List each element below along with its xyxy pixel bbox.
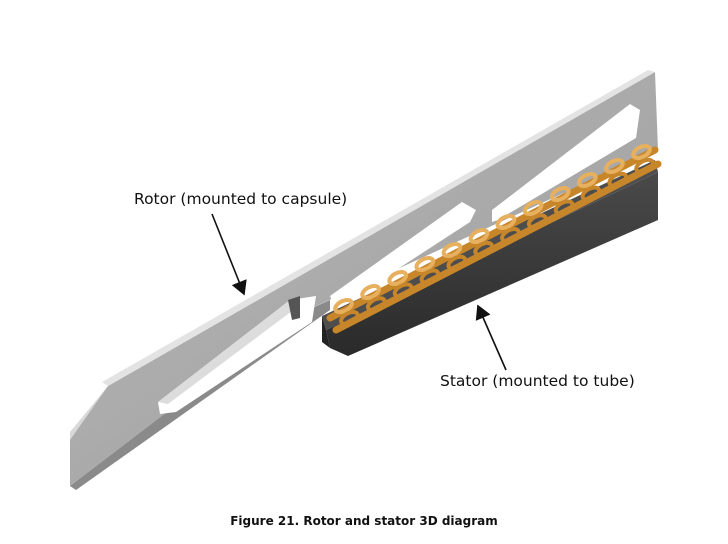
rotor-plate: [70, 70, 658, 490]
figure-caption: Figure 21. Rotor and stator 3D diagram: [230, 514, 498, 528]
stator-label: Stator (mounted to tube): [440, 372, 635, 390]
rotor-label: Rotor (mounted to capsule): [134, 190, 348, 208]
